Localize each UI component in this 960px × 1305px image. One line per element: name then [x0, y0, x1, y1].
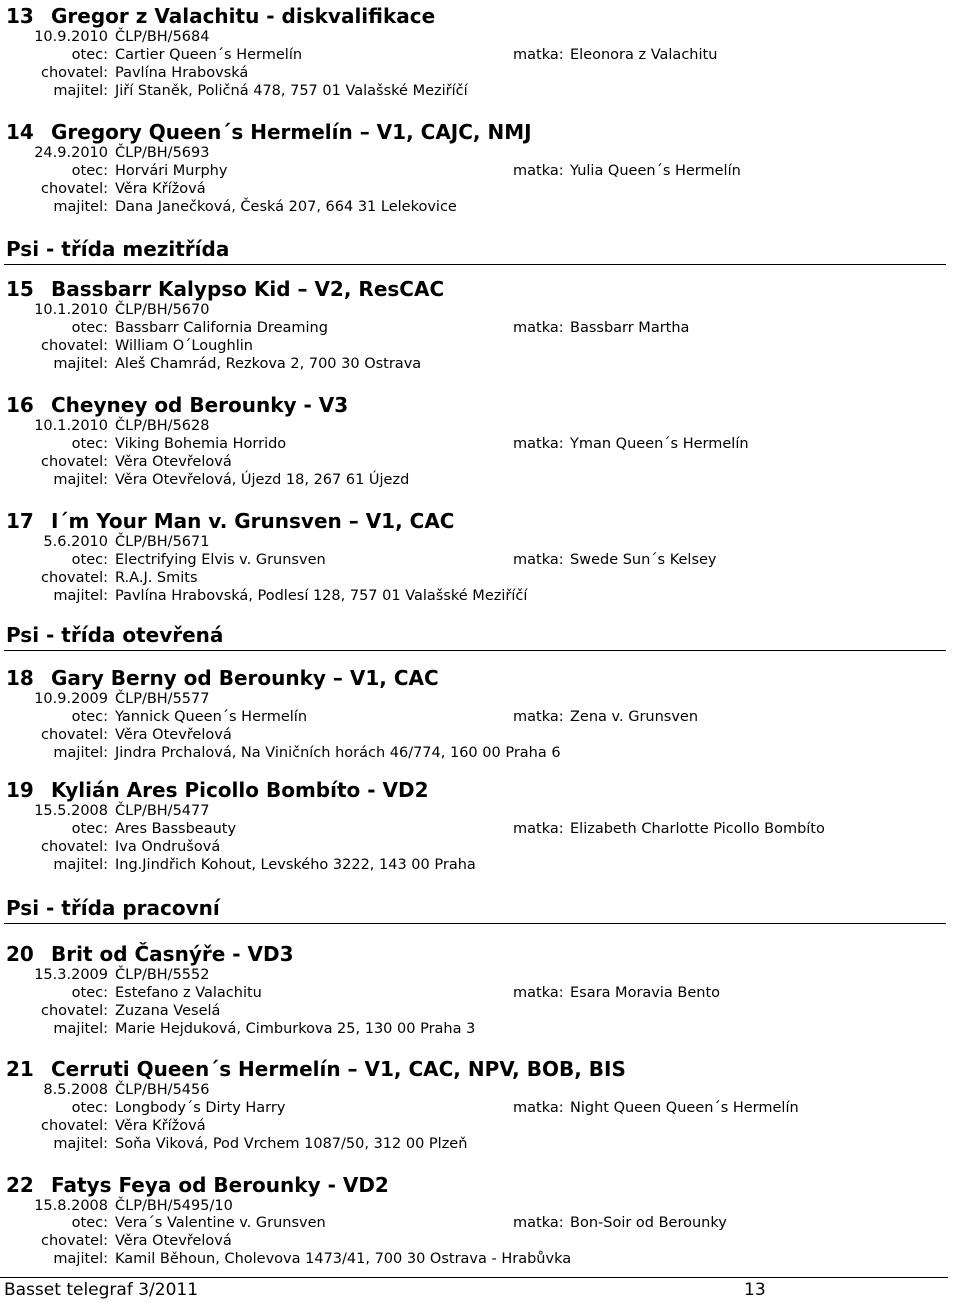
dog-name: I´m Your Man v. Grunsven – V1, CAC [51, 509, 455, 533]
dam-name: Zena v. Grunsven [570, 709, 699, 725]
breeder-name: Věra Otevřelová [115, 727, 232, 743]
sire-name: Estefano z Valachitu [115, 985, 262, 1001]
dog-name: Gregory Queen´s Hermelín – V1, CAJC, NMJ [51, 120, 532, 144]
owner-info: Dana Janečková, Česká 207, 664 31 Lelekovice [115, 199, 457, 215]
section-title: Psi - třída pracovní [6, 896, 220, 920]
breeder-name: Pavlína Hrabovská [115, 65, 249, 81]
birth-date: 10.1.2010 [34, 302, 108, 318]
dog-name: Gary Berny od Berounky – V1, CAC [51, 666, 439, 690]
dam-label: matka: [513, 163, 564, 179]
breeder-label: chovatel: [40, 454, 108, 470]
sire-label: otec: [71, 552, 108, 568]
owner-info: Pavlína Hrabovská, Podlesí 128, 757 01 Valašské Meziříčí [115, 588, 528, 604]
owner-label: majitel: [53, 588, 108, 604]
entry-number: 20 [6, 942, 34, 966]
owner-label: majitel: [53, 472, 108, 488]
entry-heading [6, 120, 532, 144]
owner-info: Jiří Staněk, Poličná 478, 757 01 Valašské Meziříčí [115, 83, 468, 99]
sire-name: Vera´s Valentine v. Grunsven [115, 1215, 326, 1231]
breeder-label: chovatel: [40, 1233, 108, 1249]
dog-name: Fatys Feya od Berounky - VD2 [51, 1173, 389, 1197]
entry-number: 16 [6, 393, 34, 417]
entry-number: 14 [6, 120, 34, 144]
sire-name: Yannick Queen´s Hermelín [115, 709, 308, 725]
section-title: Psi - třída mezitřída [6, 237, 230, 261]
dam-label: matka: [513, 320, 564, 336]
entry-number: 17 [6, 509, 34, 533]
dog-name: Brit od Časnýře - VD3 [51, 942, 294, 966]
entry-heading [6, 1057, 626, 1081]
birth-date: 10.9.2010 [34, 29, 108, 45]
section-divider [4, 264, 946, 265]
birth-date: 15.3.2009 [34, 967, 108, 983]
birth-date: 24.9.2010 [34, 145, 108, 161]
dam-label: matka: [513, 1100, 564, 1116]
section-title: Psi - třída otevřená [6, 623, 224, 647]
dam-label: matka: [513, 709, 564, 725]
breeder-name: R.A.J. Smits [115, 570, 198, 586]
dog-name: Cheyney od Berounky - V3 [51, 393, 349, 417]
dam-name: Swede Sun´s Kelsey [570, 552, 717, 568]
registration-number: ČLP/BH/5684 [115, 29, 210, 45]
dam-label: matka: [513, 821, 564, 837]
entry-heading [6, 393, 348, 417]
dam-name: Bon-Soir od Berounky [570, 1215, 727, 1231]
dam-name: Esara Moravia Bento [570, 985, 721, 1001]
breeder-name: Zuzana Veselá [115, 1003, 221, 1019]
entry-heading [6, 1173, 389, 1197]
entry-heading [6, 509, 454, 533]
sire-label: otec: [71, 985, 108, 1001]
owner-label: majitel: [53, 356, 108, 372]
dam-label: matka: [513, 1215, 564, 1231]
section-divider [4, 650, 946, 651]
breeder-label: chovatel: [40, 65, 108, 81]
breeder-name: Věra Otevřelová [115, 454, 232, 470]
breeder-name: Věra Křížová [115, 181, 206, 197]
owner-info: Marie Hejduková, Cimburkova 25, 130 00 Praha 3 [115, 1021, 476, 1037]
sire-label: otec: [71, 320, 108, 336]
dam-name: Yman Queen´s Hermelín [570, 436, 749, 452]
sire-name: Cartier Queen´s Hermelín [115, 47, 303, 63]
birth-date: 5.6.2010 [43, 534, 108, 550]
breeder-label: chovatel: [40, 570, 108, 586]
birth-date: 15.5.2008 [34, 803, 108, 819]
dog-name: Gregor z Valachitu - diskvalifikace [51, 4, 436, 28]
sire-label: otec: [71, 709, 108, 725]
dog-name: Bassbarr Kalypso Kid – V2, ResCAC [51, 277, 445, 301]
sire-name: Horvári Murphy [115, 163, 228, 179]
breeder-label: chovatel: [40, 181, 108, 197]
owner-label: majitel: [53, 1021, 108, 1037]
sire-name: Viking Bohemia Horrido [115, 436, 287, 452]
breeder-label: chovatel: [40, 338, 108, 354]
dam-name: Yulia Queen´s Hermelín [570, 163, 741, 179]
birth-date: 10.1.2010 [34, 418, 108, 434]
sire-label: otec: [71, 1100, 108, 1116]
dam-name: Bassbarr Martha [570, 320, 690, 336]
entry-heading [6, 942, 294, 966]
breeder-label: chovatel: [40, 1003, 108, 1019]
sire-label: otec: [71, 47, 108, 63]
birth-date: 15.8.2008 [34, 1198, 108, 1214]
owner-label: majitel: [53, 745, 108, 761]
owner-info: Aleš Chamrád, Rezkova 2, 700 30 Ostrava [115, 356, 422, 372]
entry-heading [6, 4, 435, 28]
breeder-label: chovatel: [40, 839, 108, 855]
registration-number: ČLP/BH/5670 [115, 302, 210, 318]
dog-name: Kylián Ares Picollo Bombíto - VD2 [51, 778, 429, 802]
dam-name: Elizabeth Charlotte Picollo Bombíto [570, 821, 825, 837]
registration-number: ČLP/BH/5671 [115, 534, 210, 550]
sire-name: Longbody´s Dirty Harry [115, 1100, 286, 1116]
breeder-name: Věra Otevřelová [115, 1233, 232, 1249]
dam-name: Night Queen Queen´s Hermelín [570, 1100, 799, 1116]
entry-heading [6, 277, 444, 301]
owner-label: majitel: [53, 857, 108, 873]
sire-label: otec: [71, 1215, 108, 1231]
entry-number: 15 [6, 277, 34, 301]
owner-label: majitel: [53, 1136, 108, 1152]
dam-label: matka: [513, 985, 564, 1001]
dog-name: Cerruti Queen´s Hermelín – V1, CAC, NPV, BOB, BIS [51, 1057, 626, 1081]
breeder-name: Iva Ondrušová [115, 839, 221, 855]
owner-info: Kamil Běhoun, Cholevova 1473/41, 700 30 Ostrava - Hrabůvka [115, 1251, 572, 1267]
entry-number: 13 [6, 4, 34, 28]
owner-label: majitel: [53, 1251, 108, 1267]
sire-name: Bassbarr California Dreaming [115, 320, 328, 336]
owner-info: Jindra Prchalová, Na Viničních horách 46/774, 160 00 Praha 6 [115, 745, 561, 761]
registration-number: ČLP/BH/5552 [115, 967, 210, 983]
sire-name: Ares Bassbeauty [115, 821, 237, 837]
dam-label: matka: [513, 552, 564, 568]
entry-heading [6, 778, 428, 802]
sire-label: otec: [71, 436, 108, 452]
owner-info: Ing.Jindřich Kohout, Levského 3222, 143 00 Praha [115, 857, 476, 873]
sire-name: Electrifying Elvis v. Grunsven [115, 552, 326, 568]
registration-number: ČLP/BH/5577 [115, 691, 210, 707]
owner-info: Věra Otevřelová, Újezd 18, 267 61 Újezd [115, 472, 410, 488]
breeder-name: Věra Křížová [115, 1118, 206, 1134]
owner-label: majitel: [53, 199, 108, 215]
page-number: 13 [744, 1280, 766, 1300]
dam-label: matka: [513, 436, 564, 452]
publication-title: Basset telegraf 3/2011 [4, 1280, 199, 1300]
dam-label: matka: [513, 47, 564, 63]
entry-number: 21 [6, 1057, 34, 1081]
sire-label: otec: [71, 163, 108, 179]
breeder-name: William O´Loughlin [115, 338, 253, 354]
entry-number: 18 [6, 666, 34, 690]
registration-number: ČLP/BH/5628 [115, 418, 210, 434]
owner-info: Soňa Viková, Pod Vrchem 1087/50, 312 00 Plzeň [115, 1136, 468, 1152]
registration-number: ČLP/BH/5477 [115, 803, 210, 819]
breeder-label: chovatel: [40, 1118, 108, 1134]
dam-name: Eleonora z Valachitu [570, 47, 718, 63]
registration-number: ČLP/BH/5693 [115, 145, 210, 161]
registration-number: ČLP/BH/5495/10 [115, 1198, 233, 1214]
entry-number: 19 [6, 778, 34, 802]
sire-label: otec: [71, 821, 108, 837]
birth-date: 8.5.2008 [43, 1082, 108, 1098]
entry-heading [6, 666, 439, 690]
birth-date: 10.9.2009 [34, 691, 108, 707]
footer-divider [0, 1277, 948, 1278]
registration-number: ČLP/BH/5456 [115, 1082, 210, 1098]
owner-label: majitel: [53, 83, 108, 99]
entry-number: 22 [6, 1173, 34, 1197]
section-divider [4, 923, 946, 924]
breeder-label: chovatel: [40, 727, 108, 743]
